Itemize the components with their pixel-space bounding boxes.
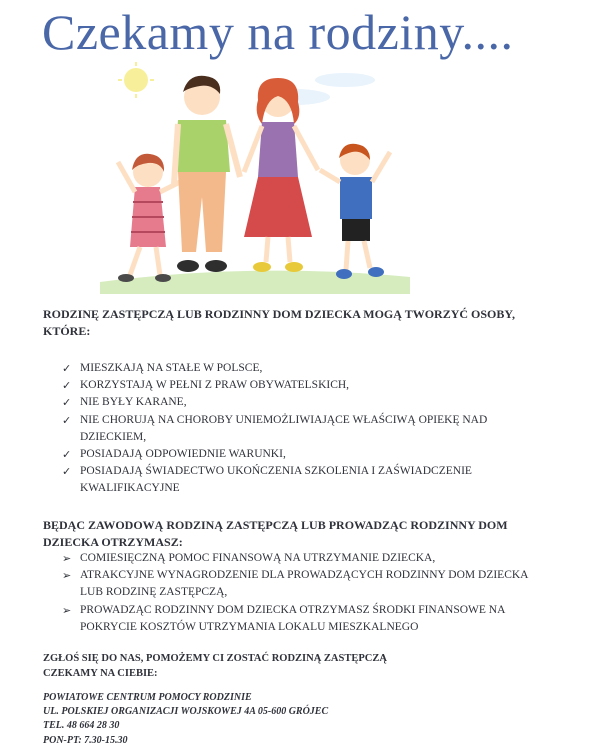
sun-icon [124,68,148,92]
check-icon: ✓ [62,362,72,375]
family-illustration [90,62,420,294]
check-icon: ✓ [62,448,72,462]
list-item: ➢ COMIESIĘCZNĄ POMOC FINANSOWĄ NA UTRZYMANIE DZIECKA, [62,550,562,567]
list-item: ✓ KORZYSTAJĄ W PEŁNI Z PRAW OBYWATELSKICH, [62,377,562,394]
page-title: Czekamy na rodziny.... [42,4,514,60]
section1-heading: RODZINĘ ZASTĘPCZĄ LUB RODZINNY DOM DZIECKA MOGĄ TWORZYĆ OSOBY, KTÓRE: [43,307,515,338]
contact-address: UL. POLSKIEJ ORGANIZACJI WOJSKOWEJ 4A 05-600 GRÓJEC [43,706,329,718]
girl-figure [118,154,180,282]
contact-org: POWIATOWE CENTRUM POMOCY RODZINIE [43,692,252,703]
list-item: ✓ POSIADAJĄ ŚWIADECTWO UKOŃCZENIA SZKOLENIA I ZAŚWIADCZENIE KWALIFIKACYJNE [62,465,472,495]
mother-figure [244,78,318,272]
list-item: ➢ PROWADZĄC RODZINNY DOM DZIECKA OTRZYMASZ ŚRODKI FINANSOWE NA POKRYCIE KOSZTÓW UTRZYMANIA LOKALU MIESZKALNEGO [62,603,505,633]
arrow-icon: ➢ [62,603,72,617]
list-item: ✓ NIE BYŁY KARANE, [62,394,562,411]
arrow-icon: ➢ [62,552,72,565]
contact-info [43,691,328,748]
list-item: ➢ ATRAKCYJNE WYNAGRODZENIE DLA PROWADZĄCYCH RODZINNY DOM DZIECKA LUB RODZINĘ ZASTĘPCZĄ, [62,569,528,599]
arrow-icon: ➢ [62,569,72,583]
contact-phone: TEL. 48 664 28 30 [43,720,120,732]
list-item: ✓ POSIADAJĄ ODPOWIEDNIE WARUNKI, [62,446,562,463]
check-icon: ✓ [62,465,72,479]
cta-line: CZEKAMY NA CIEBIE: [43,667,158,679]
cta-line: ZGŁOŚ SIĘ DO NAS, POMOŻEMY CI ZOSTAĆ RODZINĄ ZASTĘPCZĄ [43,653,387,664]
check-icon: ✓ [62,396,72,410]
contact-hours: PON-PT: 7.30-15.30 [43,734,128,746]
list-item: ✓ NIE CHORUJĄ NA CHOROBY UNIEMOŻLIWIAJĄCE WŁAŚCIWĄ OPIEKĘ NAD DZIECKIEM, [62,413,488,443]
check-icon: ✓ [62,379,72,393]
check-icon: ✓ [62,413,72,427]
father-figure [174,76,240,272]
boy-figure [320,144,390,279]
requirements-list [62,360,562,498]
benefits-list [62,550,562,636]
call-to-action [43,652,387,681]
section2-heading: BĘDĄC ZAWODOWĄ RODZINĄ ZASTĘPCZĄ LUB PROWADZĄC RODZINNY DOM DZIECKA OTRZYMASZ: [43,518,508,549]
list-item: ✓ MIESZKAJĄ NA STAŁE W POLSCE, [62,360,562,377]
